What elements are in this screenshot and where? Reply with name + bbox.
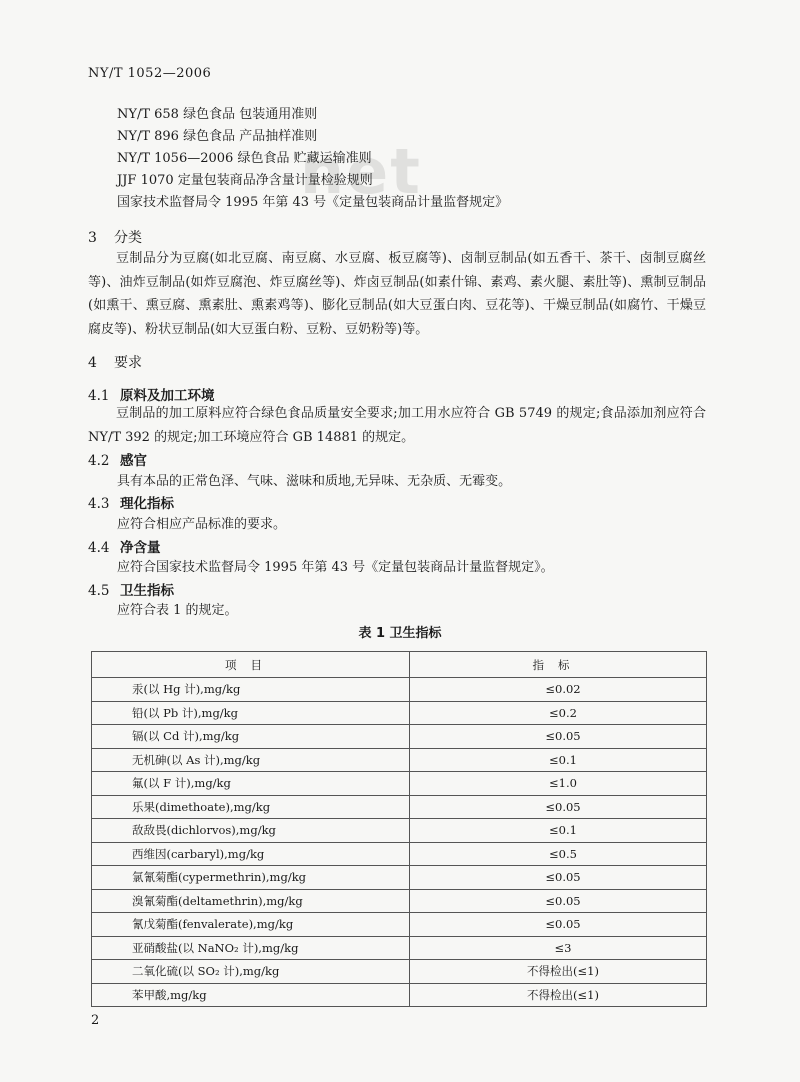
section-number: 4.4 xyxy=(88,540,110,556)
table-row xyxy=(92,936,707,960)
table-row xyxy=(92,842,707,866)
value-cell: 不得检出(≤1) xyxy=(410,960,707,984)
column-header-item: 项目 xyxy=(92,652,410,678)
page-number: 2 xyxy=(91,1013,100,1028)
item-cell: 氰戊菊酯(fenvalerate),mg/kg xyxy=(92,913,410,937)
table-row xyxy=(92,960,707,984)
section-title: 卫生指标 xyxy=(120,583,174,599)
table-row xyxy=(92,701,707,725)
section-4-4-heading xyxy=(88,536,161,556)
table-row xyxy=(92,983,707,1007)
section-title: 分类 xyxy=(114,230,142,246)
value-cell: ≤0.2 xyxy=(410,701,707,725)
standard-code-header: NY/T 1052—2006 xyxy=(88,66,212,81)
value-cell: ≤3 xyxy=(410,936,707,960)
table-row xyxy=(92,725,707,749)
item-cell: 氟(以 F 计),mg/kg xyxy=(92,772,410,796)
reference-item: NY/T 658 绿色食品 包装通用准则 xyxy=(117,107,318,122)
section-title: 原料及加工环境 xyxy=(120,388,215,404)
section-number: 4.2 xyxy=(88,453,110,469)
section-title: 感官 xyxy=(120,453,147,469)
item-cell: 溴氰菊酯(deltamethrin),mg/kg xyxy=(92,889,410,913)
value-cell: ≤0.1 xyxy=(410,748,707,772)
section-4-4-text: 应符合国家技术监督局令 1995 年第 43 号《定量包装商品计量监督规定》。 xyxy=(117,560,554,575)
item-cell: 镉(以 Cd 计),mg/kg xyxy=(92,725,410,749)
item-cell: 铅(以 Pb 计),mg/kg xyxy=(92,701,410,725)
section-4-1-text: 豆制品的加工原料应符合绿色食品质量安全要求;加工用水应符合 GB 5749 的规定;食品添加剂应符合 NY/T 392 的规定;加工环境应符合 GB 14881 的规定。 xyxy=(88,406,706,445)
table-caption: 表 1 卫生指标 xyxy=(358,626,442,641)
section-4-5-heading xyxy=(88,579,174,599)
section-4-3-heading xyxy=(88,492,174,512)
value-cell: ≤0.05 xyxy=(410,866,707,890)
item-cell: 无机砷(以 As 计),mg/kg xyxy=(92,748,410,772)
value-cell: ≤0.05 xyxy=(410,913,707,937)
reference-item: NY/T 1056—2006 绿色食品 贮藏运输准则 xyxy=(117,151,372,166)
table-row xyxy=(92,889,707,913)
item-cell: 西维因(carbaryl),mg/kg xyxy=(92,842,410,866)
reference-item: JJF 1070 定量包装商品净含量计量检验规则 xyxy=(117,173,373,188)
section-3-text: 豆制品分为豆腐(如北豆腐、南豆腐、水豆腐、板豆腐等)、卤制豆制品(如五香干、茶干、卤制豆腐丝等)、油炸豆制品(如炸豆腐泡、炸豆腐丝等)、炸卤豆制品(如素什锦、素鸡、素火腿、素肚等)、熏制豆制品(如熏干、熏豆腐、熏素肚、熏素鸡等)、膨化豆制品(如大豆蛋白肉、豆花等)、干燥豆制品(如腐竹、干燥豆腐皮等)、粉状豆制品(如大豆蛋白粉、豆粉、豆奶粉等)等。 xyxy=(88,251,706,337)
item-cell: 苯甲酸,mg/kg xyxy=(92,983,410,1007)
value-cell: 不得检出(≤1) xyxy=(410,983,707,1007)
normative-references xyxy=(117,104,508,214)
section-title: 理化指标 xyxy=(120,496,174,512)
value-cell: ≤0.5 xyxy=(410,842,707,866)
table-row xyxy=(92,866,707,890)
item-cell: 汞(以 Hg 计),mg/kg xyxy=(92,678,410,702)
hygiene-indicator-table xyxy=(91,651,707,1007)
table-row xyxy=(92,772,707,796)
section-number: 4.1 xyxy=(88,388,110,404)
table-row xyxy=(92,819,707,843)
section-number: 4.3 xyxy=(88,496,110,512)
item-cell: 氯氰菊酯(cypermethrin),mg/kg xyxy=(92,866,410,890)
column-header-indicator: 指标 xyxy=(410,652,707,678)
value-cell: ≤0.1 xyxy=(410,819,707,843)
section-4-5-text: 应符合表 1 的规定。 xyxy=(117,603,238,618)
section-number: 3 xyxy=(88,230,97,246)
table-row xyxy=(92,913,707,937)
table-row xyxy=(92,795,707,819)
section-number: 4 xyxy=(88,355,97,371)
section-4-heading xyxy=(88,352,142,372)
table-header-row xyxy=(92,652,707,678)
item-cell: 亚硝酸盐(以 NaNO₂ 计),mg/kg xyxy=(92,936,410,960)
section-3-heading xyxy=(88,227,142,247)
section-4-1-heading xyxy=(88,384,215,404)
section-number: 4.5 xyxy=(88,583,110,599)
value-cell: ≤0.05 xyxy=(410,795,707,819)
reference-item: 国家技术监督局令 1995 年第 43 号《定量包装商品计量监督规定》 xyxy=(117,195,509,210)
table-row xyxy=(92,678,707,702)
item-cell: 乐果(dimethoate),mg/kg xyxy=(92,795,410,819)
section-title: 净含量 xyxy=(120,540,161,556)
value-cell: ≤0.02 xyxy=(410,678,707,702)
section-title: 要求 xyxy=(114,355,142,371)
value-cell: ≤0.05 xyxy=(410,725,707,749)
item-cell: 敌敌畏(dichlorvos),mg/kg xyxy=(92,819,410,843)
section-4-3-text: 应符合相应产品标准的要求。 xyxy=(117,517,287,532)
reference-item: NY/T 896 绿色食品 产品抽样准则 xyxy=(117,129,318,144)
watermark: net xyxy=(300,135,422,208)
value-cell: ≤0.05 xyxy=(410,889,707,913)
item-cell: 二氧化硫(以 SO₂ 计),mg/kg xyxy=(92,960,410,984)
section-4-2-text: 具有本品的正常色泽、气味、滋味和质地,无异味、无杂质、无霉变。 xyxy=(117,474,512,489)
table-row xyxy=(92,748,707,772)
section-4-2-heading xyxy=(88,449,147,469)
value-cell: ≤1.0 xyxy=(410,772,707,796)
